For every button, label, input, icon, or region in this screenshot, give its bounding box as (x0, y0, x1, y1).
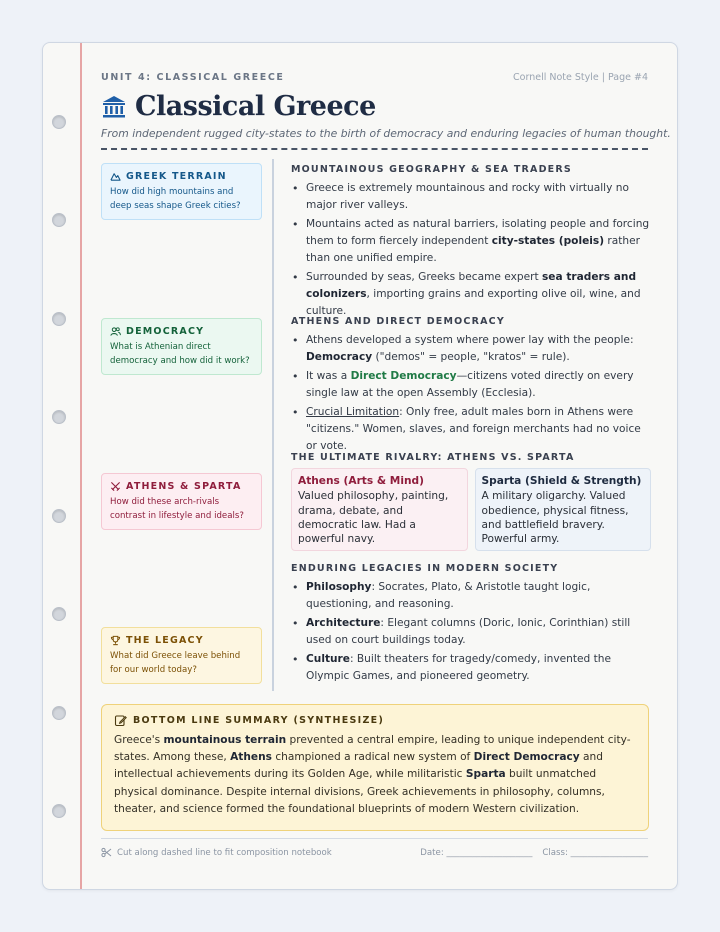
note-point: • Athens developed a system where power lay with the people: Democracy ("demos" = people, "kratos" = rule). (291, 332, 651, 366)
notes-rivalry (291, 452, 651, 551)
dashed-separator (101, 148, 648, 150)
section-heading: THE ULTIMATE RIVALRY: ATHENS VS. SPARTA (291, 452, 575, 463)
summary-box (101, 704, 649, 831)
note-point: • Surrounded by seas, Greeks became expert sea traders and colonizers, importing grains and exporting olive oil, wine, and culture. (291, 269, 651, 321)
sparta-box (475, 468, 652, 551)
class-field[interactable]: Class: __________________ (542, 847, 648, 858)
scissors-icon (101, 847, 112, 858)
notes-legacy (291, 563, 651, 687)
note-point: • Culture: Built theaters for tragedy/comedy, invented the Olympic Games, and pioneered geometry. (291, 651, 651, 685)
unit-label: UNIT 4: CLASSICAL GREECE (101, 72, 285, 83)
section-heading: ENDURING LEGACIES IN MODERN SOCIETY (291, 563, 559, 574)
crossed-swords-icon (110, 481, 121, 492)
page-label: Cornell Note Style | Page #4 (513, 72, 648, 83)
sparta-box-text: A military oligarchy. Valued obedience, physical fitness, and battlefield bravery. Powerful army. (481, 490, 629, 546)
cue-title: GREEK TERRAIN (126, 171, 227, 182)
note-point: • Philosophy: Socrates, Plato, & Aristotle taught logic, questioning, and reasoning. (291, 579, 651, 613)
title-row (101, 91, 376, 122)
binder-hole (52, 213, 66, 227)
section-heading: MOUNTAINOUS GEOGRAPHY & SEA TRADERS (291, 164, 572, 175)
edit-note-icon (114, 714, 127, 727)
footer (101, 847, 648, 858)
column-divider (272, 159, 274, 691)
cue-question: What did Greece leave behind for our world today? (110, 651, 241, 675)
cue-question: What is Athenian direct democracy and how did it work? (110, 342, 250, 366)
notebook-page (42, 42, 678, 890)
cue-athens-sparta (101, 473, 262, 530)
summary-title: BOTTOM LINE SUMMARY (SYNTHESIZE) (133, 715, 385, 726)
people-icon (110, 326, 121, 337)
margin-line (80, 43, 82, 889)
cue-title: ATHENS & SPARTA (126, 481, 242, 492)
binder-hole (52, 115, 66, 129)
binder-hole (52, 410, 66, 424)
sparta-box-title: Sparta (Shield & Strength) (481, 475, 642, 487)
temple-icon (101, 94, 127, 120)
cue-title: DEMOCRACY (126, 326, 205, 337)
cue-question: How did these arch-rivals contrast in lifestyle and ideals? (110, 497, 244, 521)
athens-box-title: Athens (Arts & Mind) (298, 475, 424, 487)
section-heading: ATHENS AND DIRECT DEMOCRACY (291, 316, 505, 327)
note-point: • It was a Direct Democracy—citizens voted directly on every single law at the open Assembly (Ecclesia). (291, 368, 651, 402)
summary-text: Greece's mountainous terrain prevented a central empire, leading to unique independent city-states. Among these, Athens championed a radical new system of Direct Democracy and intellectual achievements during its Golden Age, while militaristic Sparta built unmatched physical dominance. Despite internal divisions, Greek achievements in philosophy, columns, theater, and science formed the foundational blueprints of modern Western civilization. (114, 734, 631, 815)
cue-democracy (101, 318, 262, 375)
athens-box (291, 468, 468, 551)
note-point: • Greece is extremely mountainous and rocky with virtually no major river valleys. (291, 180, 651, 214)
cut-instruction: Cut along dashed line to fit composition notebook (117, 847, 332, 858)
athens-box-text: Valued philosophy, painting, drama, debate, and democratic law. Had a powerful navy. (298, 490, 449, 546)
page-title: Classical Greece (135, 91, 376, 122)
cue-the-legacy (101, 627, 262, 684)
note-point: • Mountains acted as natural barriers, isolating people and forcing them to form fiercely independent city-states (poleis) rather than one unified empire. (291, 216, 651, 268)
mountain-icon (110, 171, 121, 182)
cue-question: How did high mountains and deep seas shape Greek cities? (110, 187, 241, 211)
footer-rule (101, 838, 648, 839)
notes-geography (291, 164, 651, 322)
note-point: • Crucial Limitation: Only free, adult males born in Athens were "citizens." Women, slaves, and foreign merchants had no voice or vote. (291, 404, 651, 456)
cue-greek-terrain (101, 163, 262, 220)
binder-hole (52, 804, 66, 818)
binder-hole (52, 706, 66, 720)
date-field[interactable]: Date: ____________________ (420, 847, 533, 858)
binder-hole (52, 312, 66, 326)
page-subtitle: From independent rugged city-states to the birth of democracy and enduring legacies of human thought. (101, 127, 671, 140)
notes-athens-democracy (291, 316, 651, 457)
binder-hole (52, 607, 66, 621)
cue-title: THE LEGACY (126, 635, 204, 646)
binder-hole (52, 509, 66, 523)
note-point: • Architecture: Elegant columns (Doric, Ionic, Corinthian) still used on court buildings today. (291, 615, 651, 649)
trophy-icon (110, 635, 121, 646)
